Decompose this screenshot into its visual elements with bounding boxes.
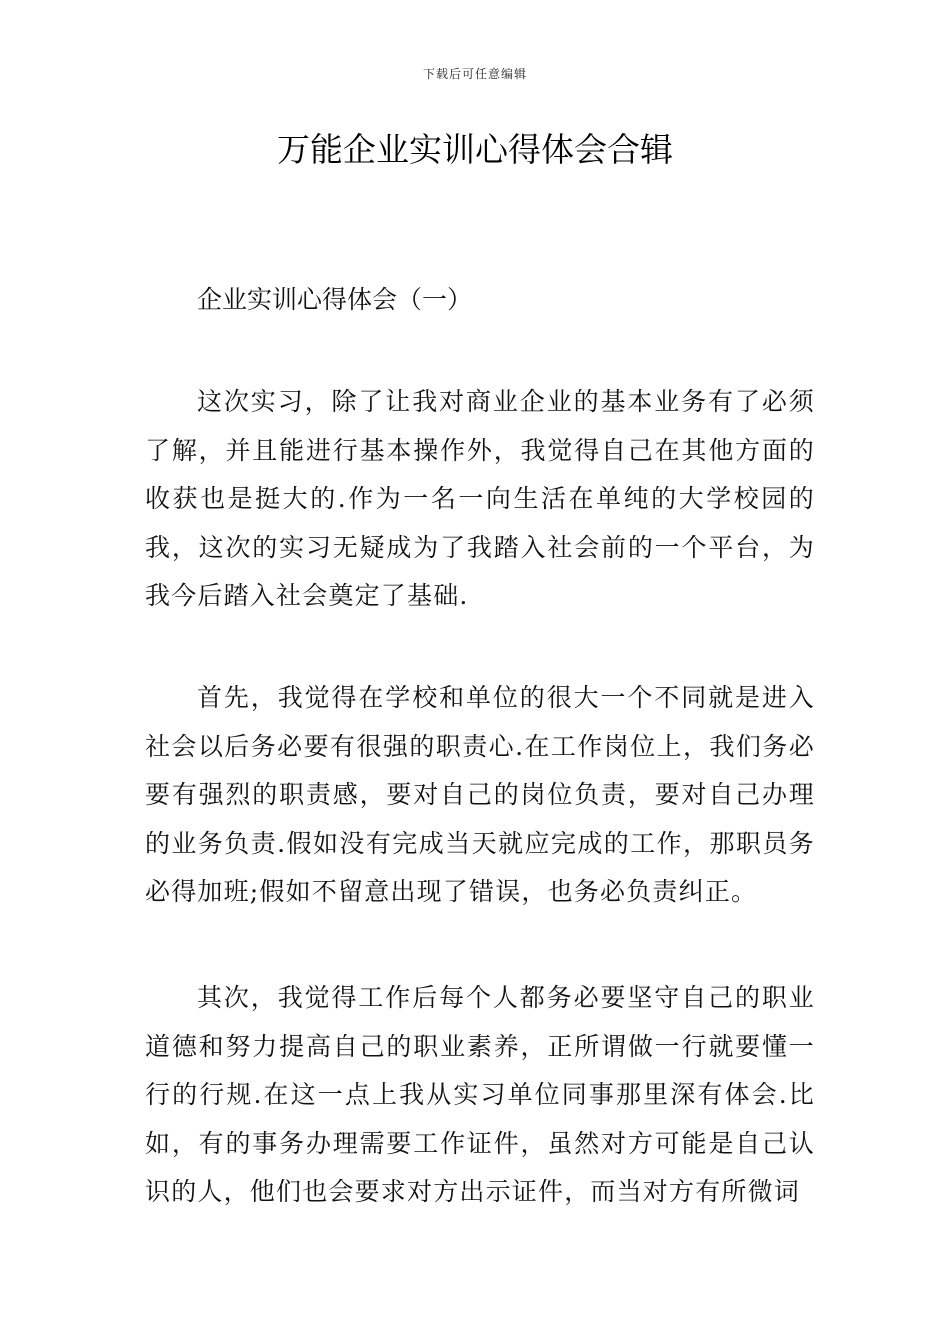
paragraph-1: 这次实习，除了让我对商业企业的基本业务有了必须了解，并且能进行基本操作外，我觉得自己在其他方面的收获也是挺大的.作为一名一向生活在单纯的大学校园的我，这次的实习无疑成为了我踏入社会前的一个平台，为我今后踏入社会奠定了基础.: [145, 387, 815, 611]
section-heading: 企业实训心得体会（一）: [197, 285, 473, 314]
document-title: 万能企业实训心得体会合辑: [277, 130, 673, 169]
paragraph-3: 其次，我觉得工作后每个人都务必要坚守自己的职业道德和努力提高自己的职业素养，正所谓做一行就要懂一行的行规.在这一点上我从实习单位同事那里深有体会.比如，有的事务办理需要工作证件，虽然对方可能是自己认识的人，他们也会要求对方出示证件，而当对方有所微词: [145, 983, 815, 1207]
paragraph-2: 首先，我觉得在学校和单位的很大一个不同就是进入社会以后务必要有很强的职责心.在工作岗位上，我们务必要有强烈的职责感，要对自己的岗位负责，要对自己办理的业务负责.假如没有完成当天就应完成的工作，那职员务必得加班;假如不留意出现了错误，也务必负责纠正。: [145, 683, 815, 907]
header-note: 下载后可任意编辑: [422, 67, 527, 81]
